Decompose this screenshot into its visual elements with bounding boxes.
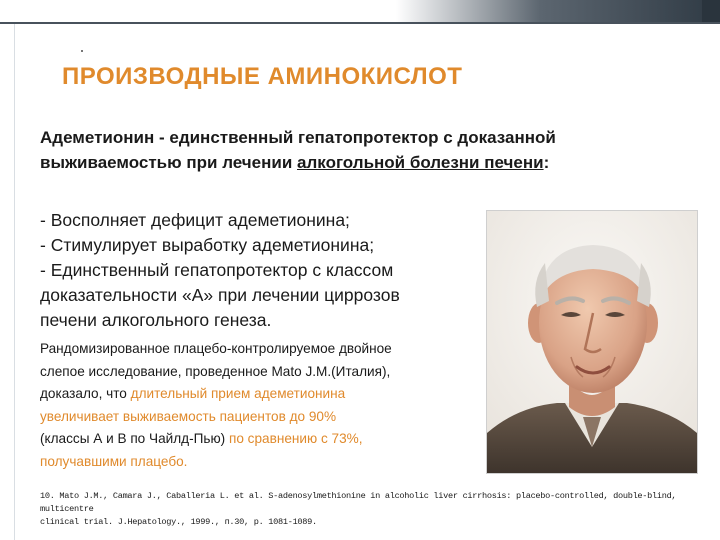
intro-line-2-suffix: : bbox=[543, 153, 550, 172]
top-bar-gradient bbox=[0, 0, 720, 22]
study-line bbox=[40, 383, 480, 406]
bullet-item: - Восполняет дефицит адеметионина; bbox=[40, 210, 350, 230]
footnote-reference bbox=[40, 490, 700, 529]
study-highlight: по сравнению с 73%, bbox=[228, 431, 363, 446]
study-line bbox=[40, 428, 480, 451]
intro-line-2-prefix: выживаемостью при лечении bbox=[40, 153, 298, 172]
footnote-line: 10. Mato J.M., Camara J., Caballeria L. et al. S-adenosylmethionine in alcoholic liver cirrhosis: placebo-controlled, double-blind, multicentre bbox=[40, 491, 677, 514]
intro-underlined-term: алкогольной болезни печени bbox=[297, 153, 544, 172]
top-divider bbox=[0, 22, 720, 24]
study-description bbox=[40, 338, 480, 473]
bullet-continuation: печени алкогольного генеза. bbox=[40, 310, 272, 330]
bullet-list bbox=[40, 208, 490, 333]
bullet-item: - Единственный гепатопротектор с классом bbox=[40, 260, 394, 280]
intro-line-2 bbox=[40, 150, 680, 175]
intro-line-1: Адеметионин - единственный гепатопротектор с доказанной bbox=[40, 128, 556, 147]
study-highlight: длительный прием адеметионина bbox=[130, 386, 346, 401]
bullet-item: - Стимулирует выработку адеметионина; bbox=[40, 235, 375, 255]
portrait-photo bbox=[486, 210, 698, 474]
slide-title: ПРОИЗВОДНЫЕ АМИНОКИСЛОТ bbox=[62, 63, 463, 90]
top-bar bbox=[0, 0, 720, 22]
elderly-man-portrait-icon bbox=[487, 211, 697, 473]
study-text: (классы А и В по Чайлд-Пью) bbox=[40, 431, 229, 446]
study-text: доказало, что bbox=[40, 386, 131, 401]
study-highlight-line: увеличивает выживаемость пациентов до 90% bbox=[40, 408, 337, 424]
corner-mark bbox=[702, 0, 720, 22]
dot-mark bbox=[81, 50, 83, 52]
study-highlight-line: получавшими плацебо. bbox=[40, 453, 188, 469]
bullet-continuation: доказательности «А» при лечении циррозов bbox=[40, 285, 400, 305]
intro-text bbox=[40, 125, 680, 175]
study-line: слепое исследование, проведенное Mato J.M.(Италия), bbox=[40, 363, 391, 379]
study-line: Рандомизированное плацебо-контролируемое двойное bbox=[40, 341, 392, 356]
footnote-line: clinical trial. J.Hepatology., 1999., п.30, р. 1081-1089. bbox=[40, 517, 317, 527]
left-rule bbox=[14, 24, 15, 540]
